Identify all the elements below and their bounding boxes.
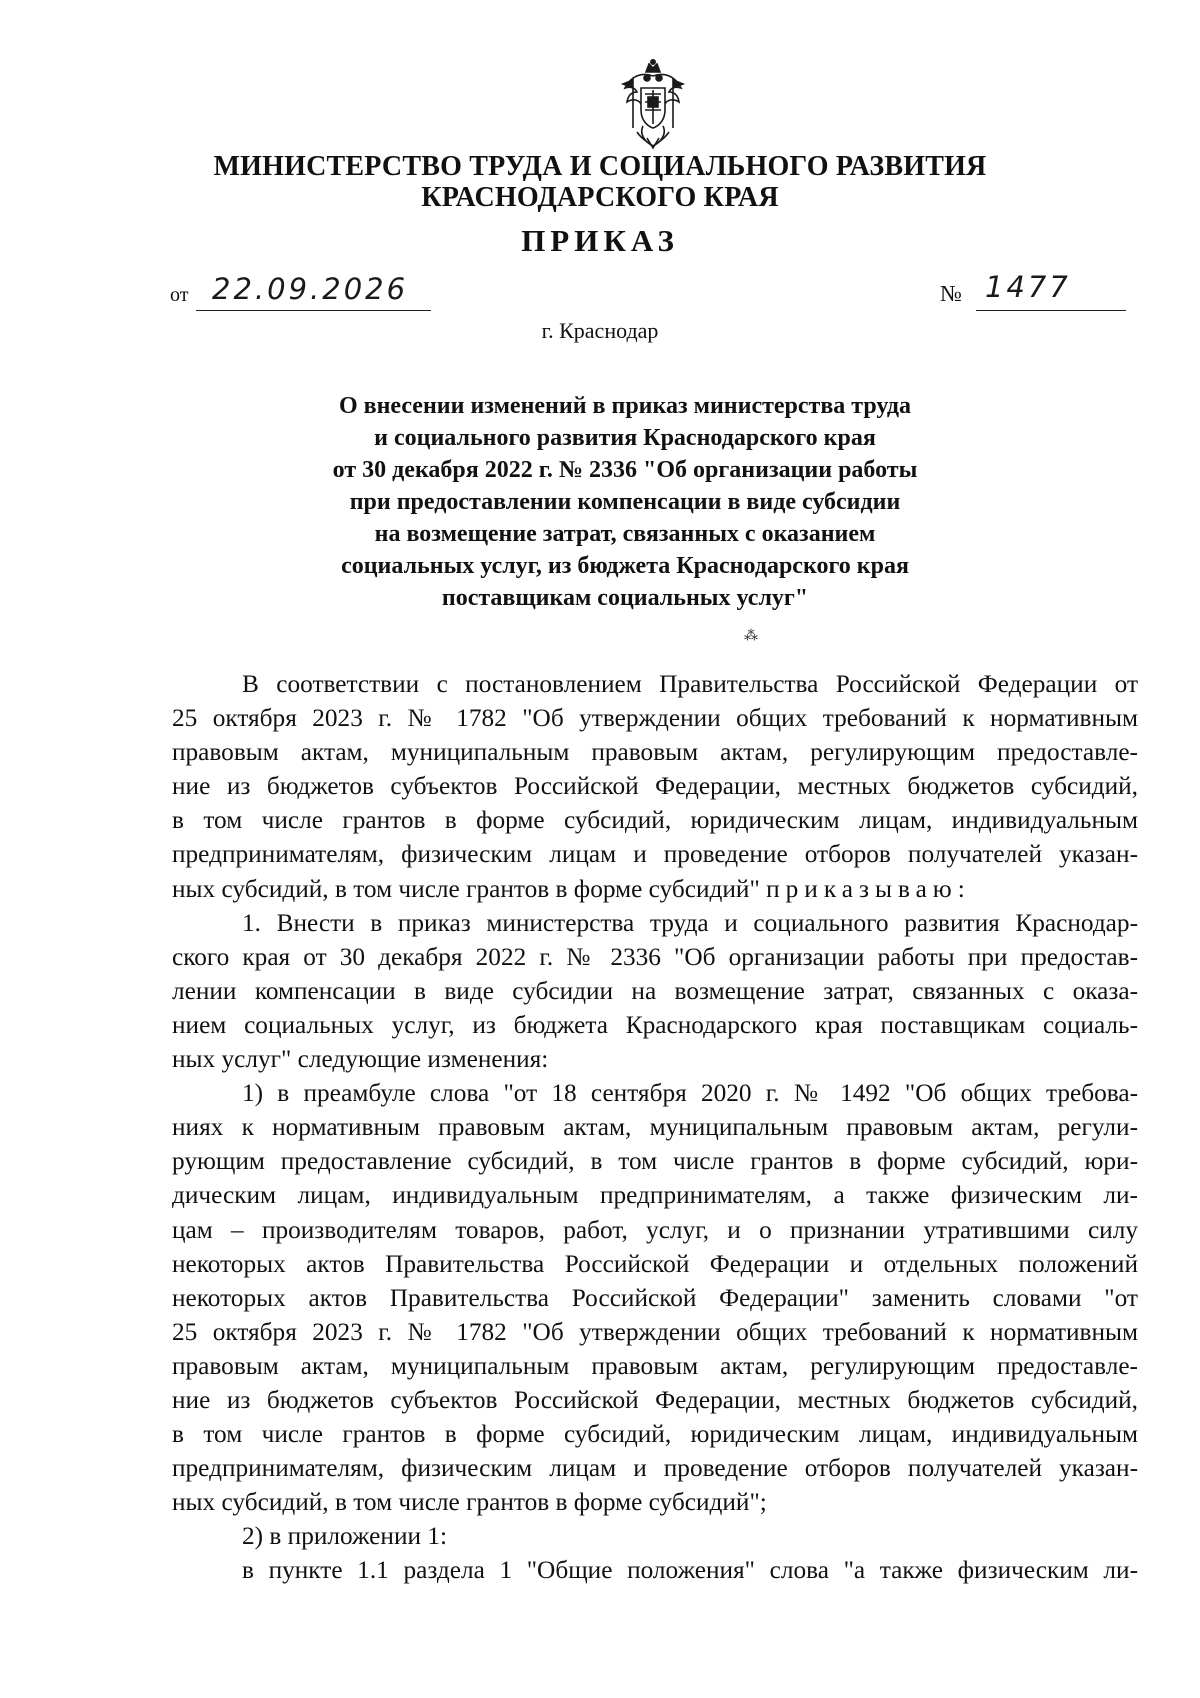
ministry-name-line2: КРАСНОДАРСКОГО КРАЯ (421, 182, 779, 213)
body-line: правовым актам, муниципальным правовым актам, регулирующим предоставле- (172, 738, 1138, 767)
date-underline (196, 310, 431, 311)
body-line: ниях к нормативным правовым актам, муниципальным правовым актам, регули- (172, 1113, 1138, 1142)
separator-mark: ⁂ (744, 629, 758, 644)
city-line: г. Краснодар (541, 318, 659, 343)
body-line: рующим предоставление субсидий, в том числе грантов в форме субсидий, юри- (172, 1147, 1138, 1176)
body-line: 25 октября 2023 г. № 1782 "Об утверждении общих требований к нормативным (172, 1317, 1138, 1346)
body-line: предпринимателям, физическим лицам и проведение отборов получателей указан- (172, 1454, 1138, 1483)
order-verb: приказываю: (766, 874, 971, 903)
body-line: ние из бюджетов субъектов Российской Федерации, местных бюджетов субсидий, (172, 772, 1138, 801)
handwritten-date: 22.09.2026 (212, 272, 409, 306)
body-line: нием социальных услуг, из бюджета Краснодарского края поставщикам социаль- (172, 1010, 1138, 1039)
body-line: дическим лицам, индивидуальным предпринимателям, а также физическим ли- (172, 1181, 1138, 1210)
body-line: ных субсидий, в том числе грантов в форме субсидий"; (172, 1488, 767, 1517)
order-title (250, 390, 1000, 614)
title-line: при предоставлении компенсации в виде субсидии (349, 489, 901, 515)
body-line: 25 октября 2023 г. № 1782 "Об утверждении общих требований к нормативным (172, 704, 1138, 733)
body-line: в пункте 1.1 раздела 1 "Общие положения" слова "а также физическим ли- (242, 1556, 1138, 1585)
number-underline (976, 310, 1126, 311)
title-line: поставщикам социальных услуг" (441, 585, 809, 611)
body-line: предпринимателям, физическим лицам и проведение отборов получателей указан- (172, 840, 1138, 869)
body-line: лении компенсации в виде субсидии на возмещение затрат, связанных с оказа- (172, 976, 1138, 1005)
body-line (172, 872, 1138, 906)
document-type-heading: ПРИКАЗ (521, 223, 679, 258)
body-line: В соответствии с постановлением Правительства Российской Федерации от (242, 670, 1138, 698)
body-line: 1. Внести в приказ министерства труда и социального развития Краснодар- (242, 908, 1138, 937)
body-line: 1) в преамбуле слова "от 18 сентября 2020 г. № 1492 "Об общих требова- (242, 1079, 1138, 1108)
coat-of-arms-emblem (619, 58, 687, 150)
date-label: от (170, 284, 189, 306)
title-line: на возмещение затрат, связанных с оказанием (374, 521, 876, 547)
body-line: цам – производителям товаров, работ, услуг, и о признании утратившими силу (172, 1215, 1138, 1244)
title-line: от 30 декабря 2022 г. № 2336 "Об организации работы (332, 457, 918, 483)
body-line: ние из бюджетов субъектов Российской Федерации, местных бюджетов субсидий, (172, 1385, 1138, 1414)
body-line: правовым актам, муниципальным правовым актам, регулирующим предоставле- (172, 1351, 1138, 1380)
body-line: некоторых актов Правительства Российской Федерации и отдельных положений (172, 1249, 1138, 1278)
title-line: и социального развития Краснодарского края (374, 425, 876, 451)
body-line: ных услуг" следующие изменения: (172, 1045, 549, 1074)
title-line: О внесении изменений в приказ министерства труда (338, 393, 912, 419)
body-line: в том числе грантов в форме субсидий, юридическим лицам, индивидуальным (172, 1420, 1138, 1449)
body-line: ского края от 30 декабря 2022 г. № 2336 "Об организации работы при предостав- (172, 942, 1138, 971)
ministry-name-line1: МИНИСТЕРСТВО ТРУДА И СОЦИАЛЬНОГО РАЗВИТИЯ (213, 151, 987, 182)
number-label: № (940, 281, 962, 306)
body-line: 2) в приложении 1: (242, 1522, 448, 1551)
body-line: в том числе грантов в форме субсидий, юридическим лицам, индивидуальным (172, 806, 1138, 835)
title-line: социальных услуг, из бюджета Краснодарского края (341, 553, 909, 579)
order-body (172, 667, 1138, 1588)
body-text: ных субсидий, в том числе грантов в форме субсидий" (172, 874, 760, 903)
handwritten-number: 1477 (985, 270, 1071, 304)
body-line: некоторых актов Правительства Российской Федерации" заменить словами "от (172, 1283, 1138, 1312)
